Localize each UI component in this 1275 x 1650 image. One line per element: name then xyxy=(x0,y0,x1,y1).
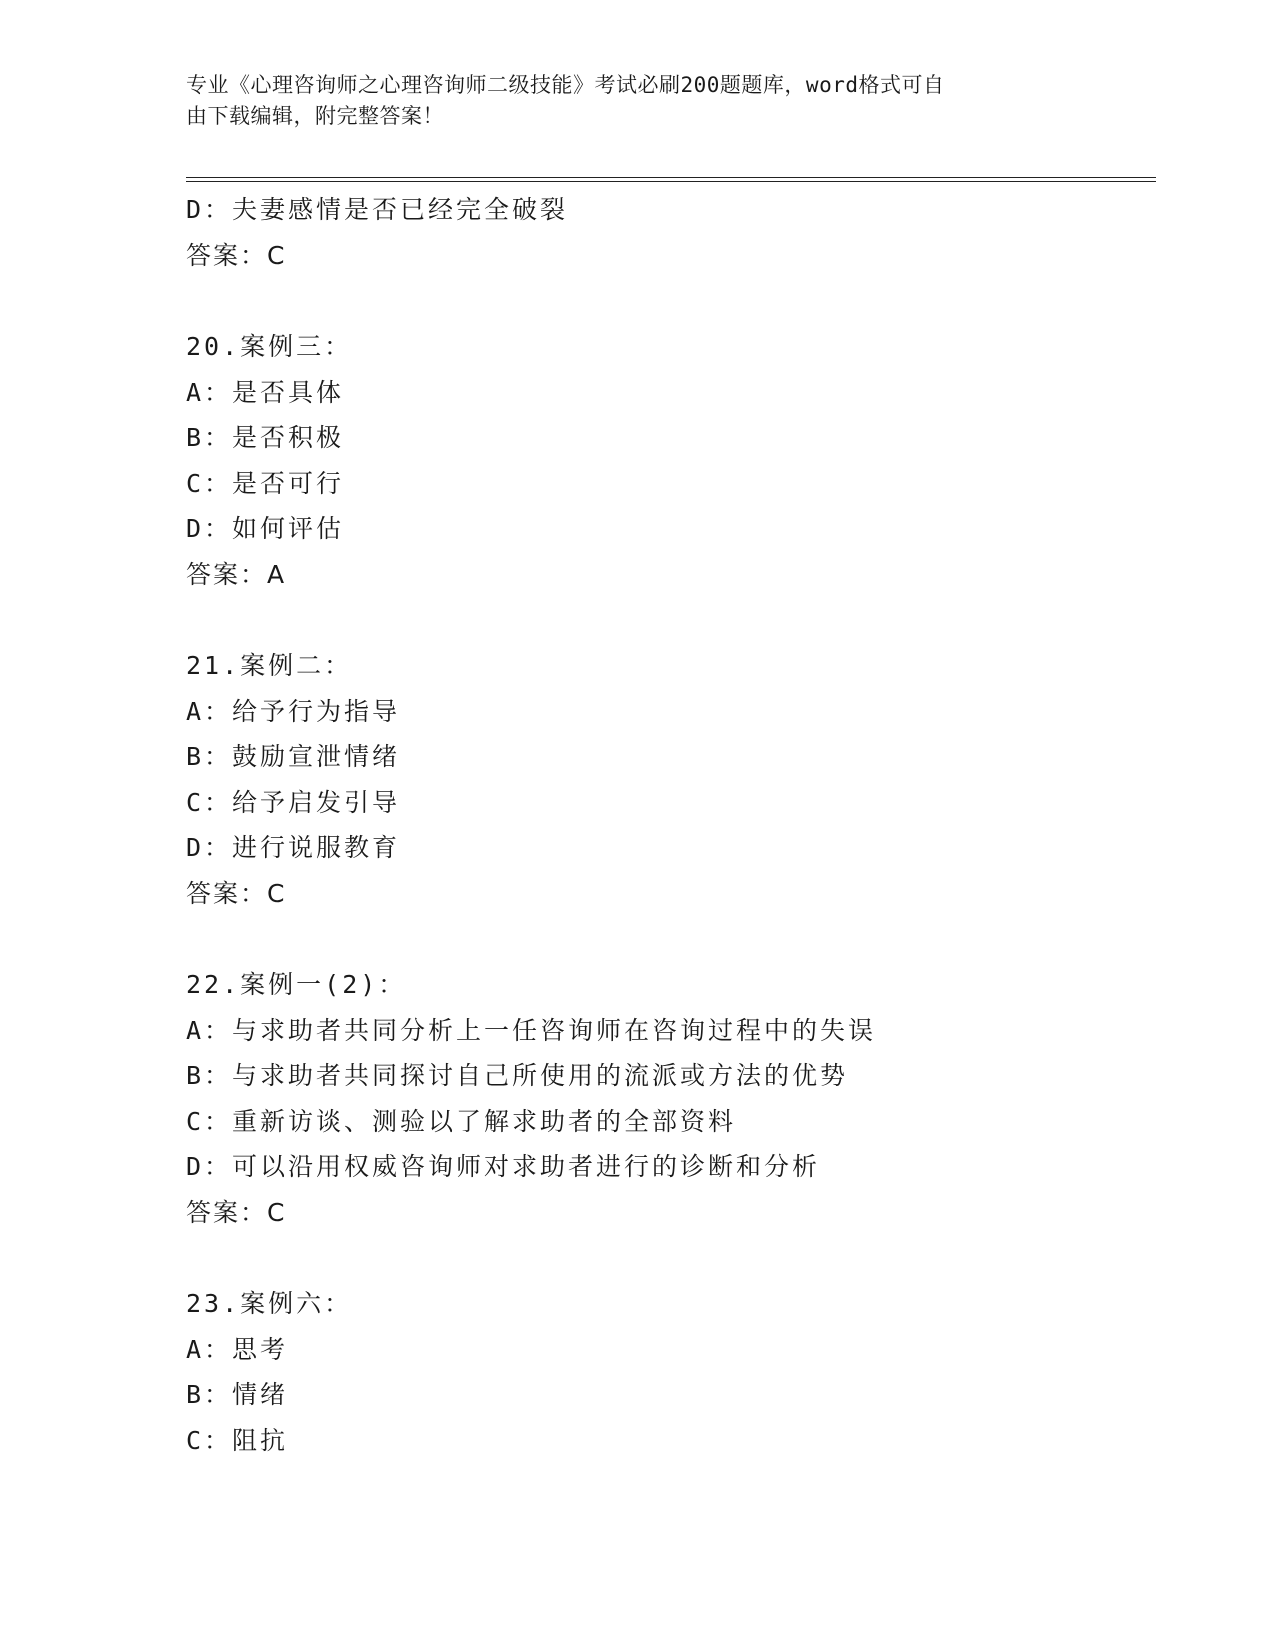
question-23 xyxy=(186,1281,1186,1463)
answer: 答案：C xyxy=(186,878,287,908)
option-a: A：与求助者共同分析上一任咨询师在咨询过程中的失误 xyxy=(186,1015,877,1045)
question-list xyxy=(186,187,1186,1463)
option-c: C：是否可行 xyxy=(186,468,345,498)
header-line-2: 由下载编辑，附完整答案！ xyxy=(186,104,444,128)
option-c: C：给予启发引导 xyxy=(186,787,401,817)
question-21 xyxy=(186,643,1186,916)
option-c: C：阻抗 xyxy=(186,1425,289,1455)
option-a: A：是否具体 xyxy=(186,377,345,407)
answer: 答案：C xyxy=(186,1197,287,1227)
option-d: D：如何评估 xyxy=(186,514,345,543)
option-b: B：与求助者共同探讨自己所使用的流派或方法的优势 xyxy=(186,1061,849,1090)
option-a: A：给予行为指导 xyxy=(186,696,401,726)
option-d: D：进行说服教育 xyxy=(186,833,401,862)
document-header xyxy=(186,70,1066,132)
question-title: 23.案例六： xyxy=(186,1289,353,1318)
header-divider-thin xyxy=(186,181,1156,182)
header-divider xyxy=(186,177,1156,178)
option-a: A：思考 xyxy=(186,1334,289,1364)
option-d: D：可以沿用权威咨询师对求助者进行的诊断和分析 xyxy=(186,1152,821,1181)
option-c: C：重新访谈、测验以了解求助者的全部资料 xyxy=(186,1106,737,1136)
q19-option-d: D：夫妻感情是否已经完全破裂 xyxy=(186,195,569,224)
question-22 xyxy=(186,962,1186,1235)
option-b: B：鼓励宣泄情绪 xyxy=(186,742,401,771)
question-20 xyxy=(186,324,1186,597)
header-line-1: 专业《心理咨询师之心理咨询师二级技能》考试必刷200题题库，word格式可自 xyxy=(186,73,945,97)
question-title: 22.案例一(2)： xyxy=(186,970,407,999)
q19-answer: 答案：C xyxy=(186,240,287,270)
answer: 答案：A xyxy=(186,559,287,589)
question-title: 20.案例三： xyxy=(186,332,353,361)
question-title: 21.案例二： xyxy=(186,651,353,680)
option-b: B：是否积极 xyxy=(186,423,345,452)
option-b: B：情绪 xyxy=(186,1380,289,1409)
